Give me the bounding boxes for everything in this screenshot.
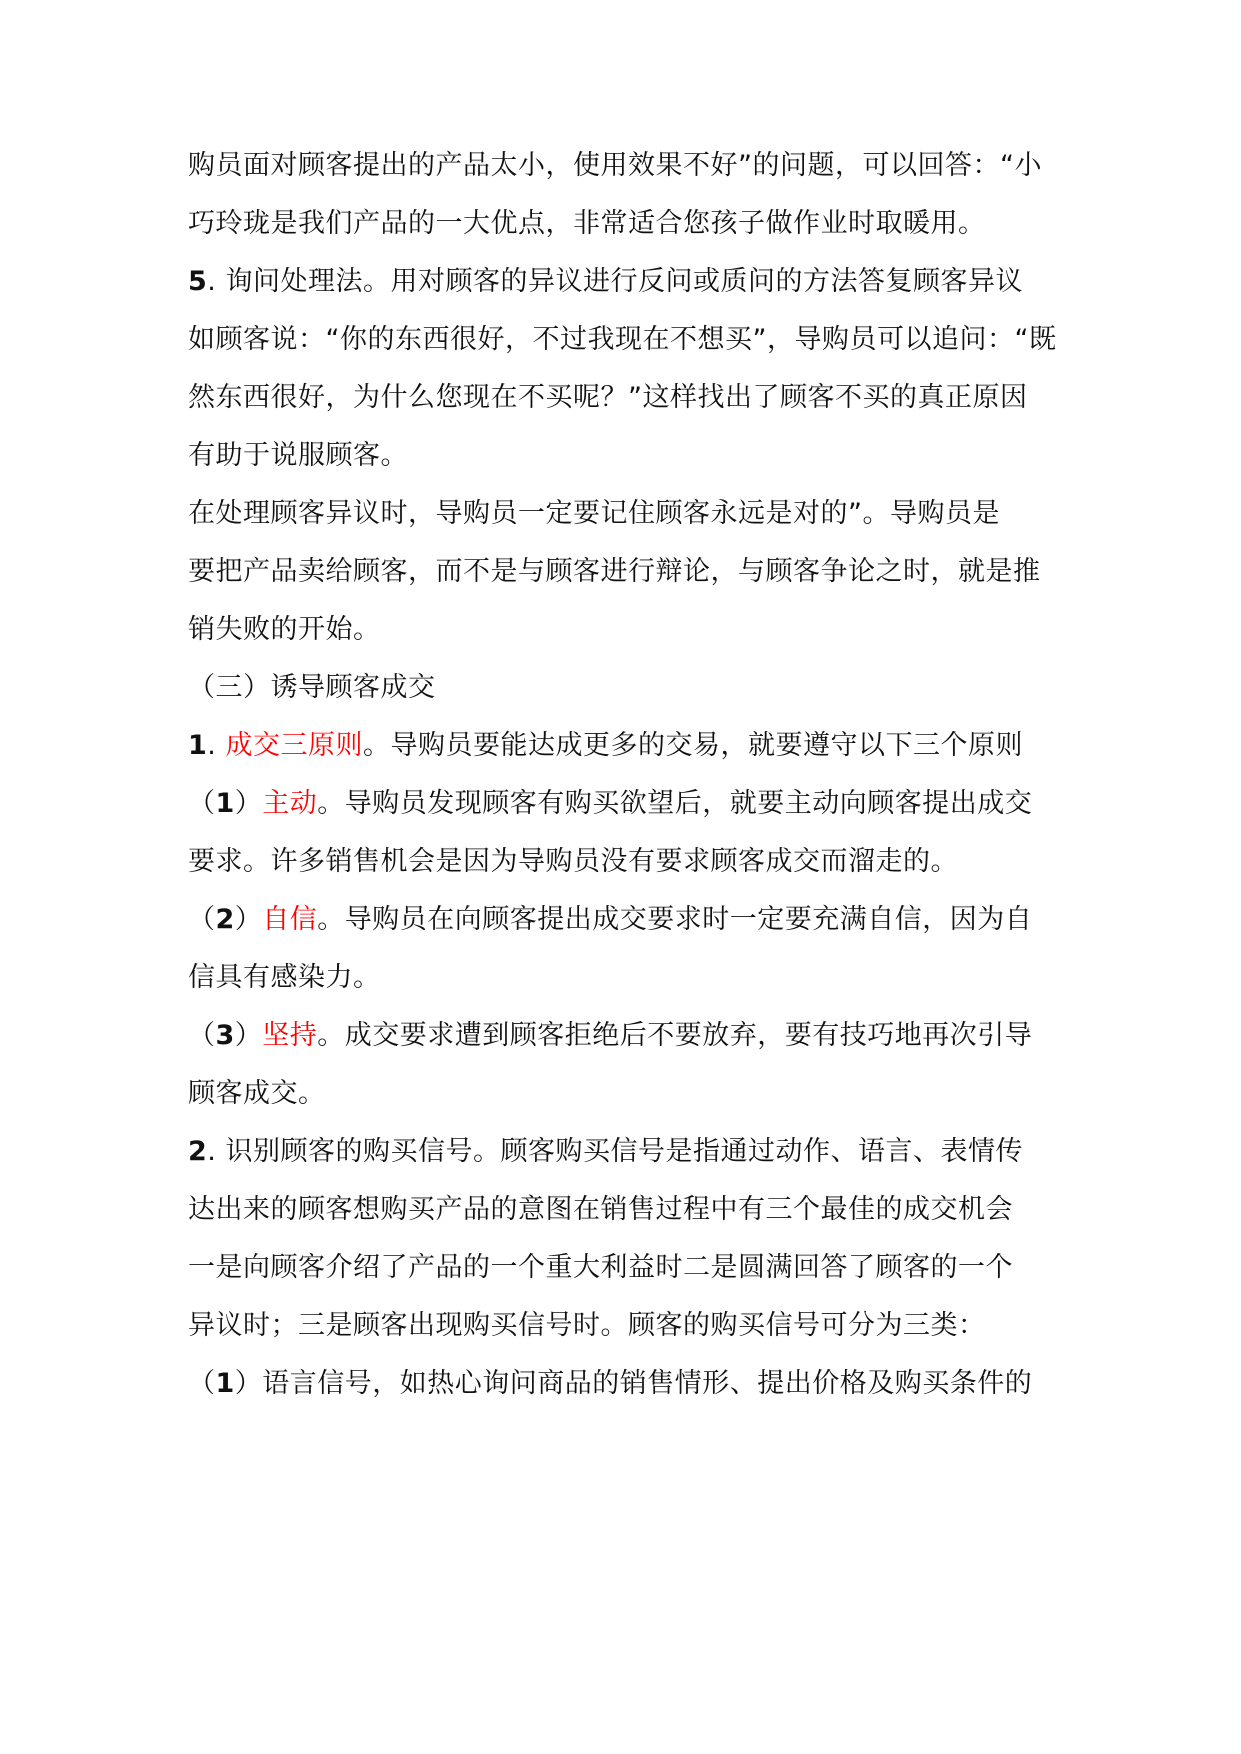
text-segment: （ — [188, 788, 216, 819]
text-segment: 1 — [188, 730, 208, 761]
text-segment: ）语言信号，如热心询问商品的销售情形、提出价格及购买条件的 — [234, 1368, 1033, 1399]
text-line — [188, 322, 1088, 358]
text-segment: 1 — [215, 788, 235, 819]
text-line — [188, 148, 1088, 184]
text-line — [188, 1018, 1088, 1054]
text-segment: 。导购员要能达成更多的交易，就要遵守以下三个原则 — [362, 730, 1023, 761]
text-line — [188, 670, 1088, 706]
text-segment: 5 — [188, 266, 208, 297]
text-segment: ） — [234, 788, 263, 819]
text-line — [188, 554, 1088, 590]
text-segment: 销失败的开始。 — [188, 614, 381, 645]
text-segment: 。导购员发现顾客有购买欲望后，就要主动向顾客提出成交 — [317, 788, 1033, 819]
text-line — [188, 728, 1088, 764]
text-line — [188, 1192, 1088, 1228]
text-segment: 2 — [215, 904, 235, 935]
text-segment: 如顾客说：“你的东西很好，不过我现在不想买”，导购员可以追问：“既 — [188, 324, 1057, 355]
text-line — [188, 438, 1088, 474]
text-line — [188, 902, 1088, 938]
text-line — [188, 1076, 1088, 1112]
text-segment: 一是向顾客介绍了产品的一个重大利益时二是圆满回答了顾客的一个 — [188, 1252, 1013, 1283]
text-segment: 要把产品卖给顾客，而不是与顾客进行辩论，与顾客争论之时，就是推 — [188, 556, 1041, 587]
text-segment: 。成交要求遭到顾客拒绝后不要放弃，要有技巧地再次引导 — [317, 1020, 1033, 1051]
text-line — [188, 786, 1088, 822]
text-segment: 巧玲珑是我们产品的一大优点，非常适合您孩子做作业时取暖用。 — [188, 208, 986, 239]
text-segment: 异议时；三是顾客出现购买信号时。顾客的购买信号可分为三类： — [188, 1310, 986, 1341]
text-line — [188, 1366, 1088, 1402]
text-line — [188, 1134, 1088, 1170]
text-line — [188, 496, 1088, 532]
text-line — [188, 206, 1088, 242]
text-segment: 有助于说服顾客。 — [188, 440, 408, 471]
text-line — [188, 380, 1088, 416]
text-segment: ） — [234, 1020, 263, 1051]
text-segment: ） — [234, 904, 263, 935]
text-segment: 2 — [188, 1136, 208, 1167]
text-segment: 3 — [215, 1020, 235, 1051]
text-line — [188, 264, 1088, 300]
text-segment: （ — [188, 904, 216, 935]
text-segment: . 询问处理法。用对顾客的异议进行反问或质问的方法答复顾客异议 — [207, 266, 1023, 297]
text-segment: 。导购员在向顾客提出成交要求时一定要充满自信，因为自 — [317, 904, 1033, 935]
text-segment: （ — [188, 1368, 216, 1399]
text-line — [188, 960, 1088, 996]
text-segment: （ — [188, 1020, 216, 1051]
text-segment: 购员面对顾客提出的产品太小，使用效果不好”的问题，可以回答：“小 — [188, 150, 1042, 181]
highlight-text: 坚持 — [262, 1020, 318, 1051]
text-segment: 在处理顾客异议时，导购员一定要记住顾客永远是对的”。导购员是 — [188, 498, 1000, 529]
text-segment: （三）诱导顾客成交 — [188, 672, 436, 703]
text-line — [188, 1308, 1088, 1344]
highlight-text: 自信 — [262, 904, 318, 935]
highlight-text: 成交三原则 — [225, 730, 363, 761]
text-line — [188, 612, 1088, 648]
text-segment: 然东西很好，为什么您现在不买呢？”这样找出了顾客不买的真正原因 — [188, 382, 1028, 413]
text-segment: 要求。许多销售机会是因为导购员没有要求顾客成交而溜走的。 — [188, 846, 958, 877]
text-segment: 1 — [215, 1368, 235, 1399]
text-segment: 信具有感染力。 — [188, 962, 381, 993]
highlight-text: 主动 — [262, 788, 318, 819]
text-segment: . 识别顾客的购买信号。顾客购买信号是指通过动作、语言、表情传 — [207, 1136, 1023, 1167]
text-segment: . — [207, 730, 226, 761]
text-line — [188, 844, 1088, 880]
text-line — [188, 1250, 1088, 1286]
text-segment: 达出来的顾客想购买产品的意图在销售过程中有三个最佳的成交机会 — [188, 1194, 1013, 1225]
text-segment: 顾客成交。 — [188, 1078, 326, 1109]
